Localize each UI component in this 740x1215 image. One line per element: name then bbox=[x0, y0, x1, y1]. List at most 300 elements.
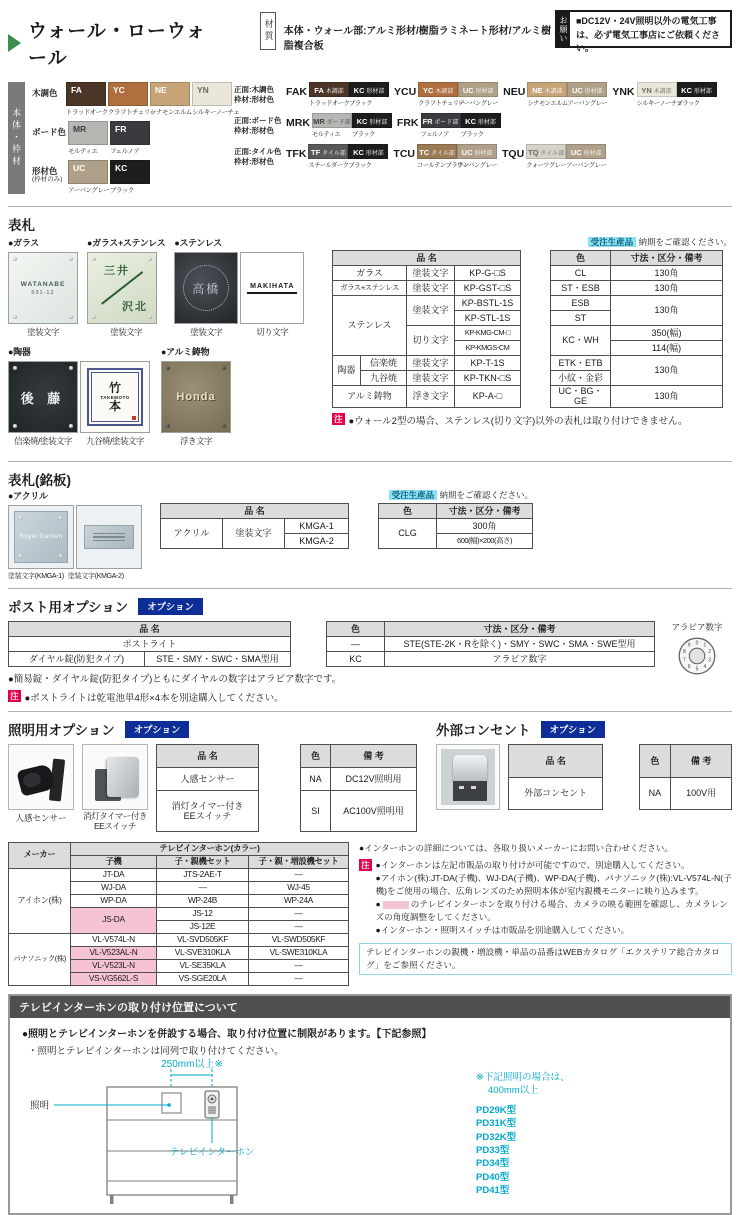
screw-icon bbox=[222, 366, 226, 370]
post-spec-table bbox=[8, 621, 655, 667]
cell-code: KP-T-1S bbox=[455, 356, 521, 371]
chip-column bbox=[309, 82, 349, 107]
cell-note: AC100V照明用 bbox=[331, 791, 417, 831]
swatch-code: FR bbox=[115, 124, 127, 134]
web-catalog-note: テレビインターホンの親機・増設機・単品の品番はWEBカタログ「エクステリア総合カタログ」をご参照ください。 bbox=[359, 943, 732, 975]
spacer-cell bbox=[259, 745, 301, 768]
color-combo bbox=[502, 144, 606, 169]
chip-code: TQ bbox=[528, 148, 539, 157]
dial-digit: 9 bbox=[687, 642, 691, 649]
ee-switch-photo bbox=[82, 744, 148, 810]
motion-sensor-photo bbox=[8, 744, 74, 810]
swatch-row-board bbox=[32, 121, 234, 155]
cell-model: VL-SWD505KF bbox=[249, 933, 349, 946]
cell-name bbox=[157, 791, 259, 831]
color-chip bbox=[352, 113, 392, 128]
section-title-outlet: 外部コンセント bbox=[436, 723, 531, 738]
swatch-row-label bbox=[32, 160, 68, 194]
spacer-cell bbox=[521, 371, 551, 386]
lighting-photos bbox=[8, 744, 156, 832]
chip-name: アーバングレー bbox=[457, 162, 497, 169]
gallery-item-cast-aluminum bbox=[161, 345, 231, 447]
green-arrow-icon bbox=[8, 34, 21, 52]
cell-category: アクリル bbox=[161, 519, 223, 549]
header-note: 備 考 bbox=[671, 745, 732, 778]
chip-column bbox=[458, 82, 498, 107]
meiban-section bbox=[8, 469, 732, 581]
spacer-cell bbox=[521, 311, 551, 326]
table-header-row bbox=[161, 504, 533, 519]
chip-name: ブラック bbox=[460, 131, 484, 138]
swatch-box bbox=[108, 82, 148, 106]
cell-category: ガラス bbox=[333, 266, 407, 281]
table-header-row bbox=[9, 622, 655, 637]
chip-column bbox=[636, 82, 683, 107]
table-row bbox=[333, 296, 723, 311]
screw-icon bbox=[222, 424, 226, 428]
swatch-box bbox=[150, 82, 190, 106]
table-header-row bbox=[157, 745, 417, 768]
outlet-spec-table bbox=[508, 744, 732, 810]
meiban-gallery bbox=[8, 489, 156, 581]
screw-icon bbox=[59, 554, 63, 558]
color-swatch bbox=[110, 160, 150, 194]
table-row bbox=[333, 281, 723, 296]
chip-column bbox=[527, 82, 567, 107]
gallery-heading: ●ガラス+ステンレス bbox=[87, 238, 166, 248]
text-line-decoration bbox=[93, 540, 125, 542]
plate-unit bbox=[174, 252, 238, 338]
header-extension-set: 子・親・増設機セット bbox=[249, 855, 349, 868]
cell-size: 300角 bbox=[437, 519, 533, 534]
mount-note-line2: 400mm以上 bbox=[488, 1084, 539, 1096]
stainless-paint-nameplate-photo bbox=[174, 252, 238, 324]
material-label: 材質 bbox=[260, 12, 276, 50]
cell-model: WP-24A bbox=[249, 894, 349, 907]
header-name: 品 名 bbox=[161, 504, 349, 519]
cell-code: KP-A-□ bbox=[455, 386, 521, 408]
spacer-cell bbox=[521, 296, 551, 311]
chip-part: 形材部 bbox=[584, 89, 603, 95]
cell-name-line: EEスイッチ bbox=[183, 810, 232, 821]
combo-code: YNK bbox=[612, 86, 635, 98]
color-variations-section bbox=[8, 82, 732, 199]
color-combo bbox=[286, 113, 392, 138]
dial-digit: 8 bbox=[682, 649, 686, 656]
plate-caption: 塗装文字(KMGA-2) bbox=[67, 573, 124, 580]
model-item: PD41型 bbox=[476, 1184, 510, 1196]
cell-size: 130角 bbox=[611, 296, 723, 326]
cell-model: JS-12E bbox=[157, 920, 249, 933]
acrylic-plate bbox=[14, 511, 68, 563]
cell-model: — bbox=[249, 920, 349, 933]
chip-code: TF bbox=[310, 148, 321, 157]
screw-icon bbox=[19, 554, 23, 558]
cell-code: KP-G-□S bbox=[455, 266, 521, 281]
gallery-heading: ●アクリル bbox=[8, 491, 48, 501]
chip-name: シルキーノーチェ bbox=[636, 100, 683, 107]
cell-color: ST bbox=[551, 311, 611, 326]
cell-model: VL-SVD505KF bbox=[157, 933, 249, 946]
swatch-box bbox=[68, 160, 108, 184]
cell-model: — bbox=[249, 972, 349, 985]
cell-subcategory: 信楽焼 bbox=[361, 356, 407, 371]
swatch-row-sublabel: (枠材のみ) bbox=[32, 176, 63, 184]
header-color: 色 bbox=[301, 745, 331, 768]
cell-name-line: 消灯タイマー付き bbox=[171, 800, 244, 811]
screw-icon bbox=[59, 516, 63, 520]
section-title-hyosatsu: 表札 bbox=[8, 218, 35, 233]
combo-row-tile bbox=[234, 144, 732, 169]
combo-frame-label: 枠材:形材色 bbox=[234, 157, 274, 167]
swatch-list bbox=[68, 160, 152, 194]
gallery-heading: ●アルミ鋳物 bbox=[161, 347, 210, 357]
color-chip bbox=[421, 113, 461, 128]
cell-type: 塗装文字 bbox=[407, 356, 455, 371]
chip-name: アーバングレー bbox=[567, 100, 608, 107]
plate-number: 531-12 bbox=[31, 289, 55, 296]
chip-part: 木調部 bbox=[435, 89, 454, 95]
combo-front-label: 正面:ボード色 bbox=[234, 116, 282, 125]
plate-caption: 塗装文字 bbox=[190, 327, 223, 337]
cell-size: アラビア数字 bbox=[385, 652, 655, 667]
lighting-model-list bbox=[476, 1104, 569, 1197]
chip-name: ブラック bbox=[348, 162, 372, 169]
page-header bbox=[8, 10, 732, 70]
acrylic-plate bbox=[84, 525, 134, 549]
cell-size: 350(幅) bbox=[611, 326, 723, 341]
plate-name: Honda bbox=[176, 391, 216, 403]
chip-name: アーバングレー bbox=[458, 100, 499, 107]
chip-column bbox=[457, 144, 497, 169]
plate-caption: 信楽焼/塗装文字 bbox=[14, 436, 72, 446]
mount-section-header: テレビインターホンの取り付け位置について bbox=[10, 996, 730, 1018]
chip-code: MR bbox=[313, 117, 325, 126]
note-text: ●インターホン・照明スイッチは市販品を別途購入してください。 bbox=[375, 924, 630, 935]
cell-model: — bbox=[249, 959, 349, 972]
interphone-table bbox=[8, 842, 349, 986]
chip-column bbox=[421, 113, 461, 138]
cell-size: 114(幅) bbox=[611, 341, 723, 356]
dial-digit: 3 bbox=[708, 657, 712, 664]
chip-part: 形材部 bbox=[475, 89, 494, 95]
post-table-wrap bbox=[8, 621, 655, 704]
dial-digit: 2 bbox=[708, 649, 712, 656]
swatch-name: ブラック bbox=[110, 187, 134, 194]
cell-color: 小紋・金彩 bbox=[551, 371, 611, 386]
shigaraki-nameplate-photo bbox=[8, 361, 78, 433]
page-title: ウォール・ローウォール bbox=[28, 21, 207, 69]
note-text: ●アイホン(株):JT-DA(子機)、WJ-DA(子機)、WP-DA(子機)、パナソニック(株):VL-V574L-N(子機)をご使用の場合、広角レンズのため照明本体が室内親機モニターに映り込みます。 bbox=[375, 873, 732, 897]
lighting-spec-table bbox=[156, 744, 417, 832]
combo-row-label bbox=[234, 113, 286, 138]
combo-list bbox=[286, 82, 732, 107]
cell-type: 塗装文字 bbox=[407, 296, 455, 326]
chip-column bbox=[461, 113, 501, 138]
color-swatch bbox=[108, 82, 156, 116]
screw-icon bbox=[166, 366, 170, 370]
nameplate-table-wrap bbox=[332, 236, 732, 454]
screw-icon bbox=[69, 366, 73, 370]
chip-part: 形材部 bbox=[365, 151, 384, 157]
chip-code: UC bbox=[461, 148, 473, 157]
cell-code: KMGA-1 bbox=[285, 519, 349, 534]
chip-name: アーバングレー bbox=[566, 162, 607, 169]
table-row bbox=[509, 777, 732, 810]
swatch-row-label: 木調色 bbox=[32, 88, 58, 98]
interphone-section bbox=[8, 842, 732, 986]
plate-name: WATANABE bbox=[20, 280, 66, 288]
chip-name: シナモンエルム bbox=[527, 100, 568, 107]
table-row bbox=[157, 791, 417, 831]
caption-line: 消灯タイマー付き bbox=[83, 811, 147, 821]
chip-column bbox=[418, 82, 465, 107]
table-row bbox=[9, 933, 349, 946]
combo-list bbox=[286, 144, 732, 169]
swatch-box bbox=[192, 82, 232, 106]
table-header-row bbox=[9, 842, 349, 855]
swatch-code: MR bbox=[73, 124, 87, 134]
color-chip bbox=[526, 144, 566, 159]
cell-model-highlighted: VL-V523L-N bbox=[71, 959, 157, 972]
stainless-cut-nameplate-photo bbox=[240, 252, 304, 324]
screw-icon bbox=[92, 315, 96, 319]
header-handset: 子機 bbox=[71, 855, 157, 868]
plate-caption: 塗装文字 bbox=[110, 327, 143, 337]
section-title-lighting: 照明用オプション bbox=[8, 723, 115, 738]
mount-bullet2: ・照明とテレビインターホンは同列で取り付けてください。 bbox=[28, 1045, 284, 1057]
combo-row-wood bbox=[234, 82, 732, 107]
cell-name2: STE・SMY・SWC・SMA型用 bbox=[145, 652, 291, 667]
cell-code: KP-TKN-□S bbox=[455, 371, 521, 386]
plate-unit bbox=[80, 361, 150, 447]
dial-digit: 6 bbox=[687, 664, 691, 671]
color-chip bbox=[418, 82, 458, 97]
swatch-code: NE bbox=[155, 85, 167, 95]
options-row bbox=[8, 719, 732, 832]
combo-code: FAK bbox=[286, 86, 307, 98]
cell-category: 陶器 bbox=[333, 356, 361, 386]
chip-code: UC bbox=[570, 148, 582, 157]
wall-leg bbox=[230, 1195, 234, 1204]
table-row bbox=[9, 652, 655, 667]
meiban-content bbox=[8, 489, 732, 581]
mount-bullet1: ●照明とテレビインターホンを併設する場合、取り付け位置に制限があります。【下記参照】 bbox=[22, 1028, 432, 1040]
nameplate-spec-table bbox=[332, 250, 723, 408]
chip-part: 形材部 bbox=[693, 89, 712, 95]
header-color: 色 bbox=[639, 745, 671, 778]
combo-row-label bbox=[234, 82, 286, 107]
option-badge: オプション bbox=[125, 721, 190, 738]
nameplate-content bbox=[8, 236, 732, 454]
plate-name: 高橋 bbox=[192, 281, 221, 296]
dial-label: アラビア数字 bbox=[671, 622, 723, 632]
seal-icon bbox=[132, 416, 136, 420]
swatch-name: トラッドオーク bbox=[66, 109, 108, 116]
outlet-hole bbox=[471, 786, 476, 789]
color-chip bbox=[566, 144, 606, 159]
body-frame-side-label: 本体・枠材 bbox=[8, 82, 25, 194]
header-size: 寸法・区分・備考 bbox=[385, 622, 655, 637]
cell-name: 人感センサー bbox=[157, 768, 259, 791]
table-row bbox=[333, 386, 723, 408]
cell-category: ステンレス bbox=[333, 296, 407, 356]
photo-caption: 人感センサー bbox=[15, 813, 67, 823]
model-item: PD40型 bbox=[476, 1171, 510, 1183]
swatch-box bbox=[110, 160, 150, 184]
outlet-content bbox=[436, 744, 732, 810]
chip-part: 形材部 bbox=[477, 120, 496, 126]
mount-note-column bbox=[476, 1057, 569, 1209]
table-header-row bbox=[333, 251, 723, 266]
note-text: ●ポストライトは乾電池単4形×4本を別途購入してください。 bbox=[24, 693, 284, 704]
color-swatch bbox=[68, 160, 108, 194]
cell-color: UC・BG・GE bbox=[551, 386, 611, 408]
mount-note bbox=[476, 1071, 569, 1098]
swatch-name: シナモンエルム bbox=[150, 109, 192, 116]
color-chip bbox=[312, 113, 352, 128]
header-maker: メーカー bbox=[9, 842, 71, 868]
cell-model: WP-DA bbox=[71, 894, 157, 907]
plate-name: MAKIHATA bbox=[247, 283, 297, 294]
mount-position-section bbox=[8, 994, 732, 1215]
swatch-list bbox=[68, 121, 152, 155]
screw-icon bbox=[13, 257, 17, 261]
dimension-label: 250mm以上※ bbox=[161, 1058, 223, 1070]
gallery-item-glass-sus bbox=[87, 236, 165, 338]
plate-unit bbox=[240, 252, 304, 338]
cell-color: KC bbox=[327, 652, 385, 667]
chip-code: UC bbox=[572, 86, 583, 95]
chip-column bbox=[349, 82, 389, 107]
note-line bbox=[332, 413, 732, 427]
glass-stainless-nameplate-photo bbox=[87, 252, 157, 324]
screw-icon bbox=[69, 315, 73, 319]
cell-model: WJ-DA bbox=[71, 881, 157, 894]
screw-icon bbox=[148, 315, 152, 319]
title-row bbox=[8, 719, 436, 739]
spacer-cell bbox=[521, 266, 551, 281]
request-box bbox=[555, 10, 732, 53]
swatch-code: KC bbox=[115, 163, 128, 173]
cell-size: 130角 bbox=[611, 386, 723, 408]
gallery-heading: ●陶器 bbox=[8, 347, 31, 357]
screw-icon bbox=[69, 424, 73, 428]
chip-column bbox=[352, 113, 392, 138]
cell-size: 130角 bbox=[611, 266, 723, 281]
header-name: 品 名 bbox=[509, 745, 602, 778]
dial-digit: 5 bbox=[695, 666, 699, 673]
plate-name: 竹 bbox=[108, 380, 121, 395]
order-note: 納期をご確認ください。 bbox=[439, 490, 533, 500]
interphone-label: テレビインターホン bbox=[169, 1146, 255, 1158]
swatch-row-frame bbox=[32, 160, 234, 194]
cell-size: 130角 bbox=[611, 281, 723, 296]
outlet-section bbox=[436, 719, 732, 832]
cell-size: 600(幅)×200(高さ) bbox=[437, 534, 533, 549]
interphone-note-top: ●インターホンの詳細については、各取り扱いメーカーにお問い合わせください。 bbox=[359, 842, 673, 853]
chip-name: ブラック bbox=[351, 131, 375, 138]
swatch-code: YN bbox=[197, 85, 209, 95]
chip-part: 木調部 bbox=[325, 89, 344, 95]
spacer-cell bbox=[521, 251, 551, 266]
cell-maker: パナソニック(株) bbox=[9, 933, 71, 985]
chip-part: 形材部 bbox=[369, 120, 388, 126]
spacer-cell bbox=[259, 768, 301, 791]
cell-subcategory: 九谷焼 bbox=[361, 371, 407, 386]
outlet-hole bbox=[459, 786, 464, 789]
cell-code: KP-KMGS-CM bbox=[455, 341, 521, 356]
note-line bbox=[8, 690, 655, 704]
outdoor-outlet-photo bbox=[436, 744, 500, 810]
header-name: 品 名 bbox=[157, 745, 259, 768]
swatch-code: YC bbox=[113, 85, 125, 95]
dial-digit: 4 bbox=[703, 664, 707, 671]
plate-pair bbox=[8, 361, 152, 447]
plate-caption: 切り文字 bbox=[256, 327, 289, 337]
combo-frame-label: 枠材:形材色 bbox=[234, 126, 274, 136]
swatch-row-label: ボード色 bbox=[32, 127, 67, 137]
post-content bbox=[8, 621, 732, 704]
combo-list bbox=[286, 113, 732, 138]
note-badge: 注 bbox=[334, 413, 343, 424]
color-combo bbox=[394, 82, 498, 107]
chip-name: スチールダーク bbox=[308, 162, 349, 169]
header-name: 品 名 bbox=[333, 251, 521, 266]
cell-color: NA bbox=[301, 768, 331, 791]
chip-part: 形材部 bbox=[583, 151, 602, 157]
order-badge: 受注生産品 bbox=[588, 237, 637, 247]
cell-model: VL-SE35KLA bbox=[157, 959, 249, 972]
color-chip bbox=[458, 82, 498, 97]
spacer-cell bbox=[291, 622, 327, 637]
cell-name: 外部コンセント bbox=[509, 777, 602, 810]
light-symbol bbox=[162, 1093, 181, 1113]
chip-column bbox=[348, 144, 388, 169]
acrylic-plate-photo-2 bbox=[76, 505, 142, 569]
chip-part: 木調部 bbox=[653, 89, 672, 95]
swatch-name: フェルノア bbox=[110, 148, 140, 155]
cell-model: — bbox=[157, 881, 249, 894]
note-badge: 注 bbox=[10, 691, 19, 701]
spacer-cell bbox=[291, 637, 327, 652]
screw-icon bbox=[19, 516, 23, 520]
note-block bbox=[359, 859, 732, 936]
kutani-nameplate-photo bbox=[80, 361, 150, 433]
arabic-dial-icon bbox=[677, 636, 717, 676]
table-row bbox=[333, 356, 723, 371]
cell-type: 塗装文字 bbox=[223, 519, 285, 549]
section-divider bbox=[8, 206, 732, 207]
plate-name: 後 藤 bbox=[20, 390, 66, 406]
option-badge: オプション bbox=[541, 721, 606, 738]
gallery-item-stainless bbox=[174, 236, 306, 338]
chip-code: KC bbox=[465, 117, 477, 126]
chip-column bbox=[566, 144, 606, 169]
note-text: ●ウォール2型の場合、ステンレス(切り文字)以外の表札は取り付けできません。 bbox=[348, 415, 688, 427]
section-title-meiban: 表札(銘板) bbox=[8, 473, 71, 488]
title-row bbox=[436, 719, 732, 739]
chip-part: ボード部 bbox=[326, 120, 351, 126]
mount-body bbox=[10, 1018, 730, 1213]
kutani-frame bbox=[87, 368, 143, 426]
plate-name: Royal Garden bbox=[19, 534, 63, 540]
section-divider bbox=[8, 711, 732, 712]
color-chip bbox=[348, 144, 388, 159]
meiban-table-wrap bbox=[160, 489, 533, 581]
combo-code: YCU bbox=[394, 86, 417, 98]
section-divider bbox=[8, 461, 732, 462]
